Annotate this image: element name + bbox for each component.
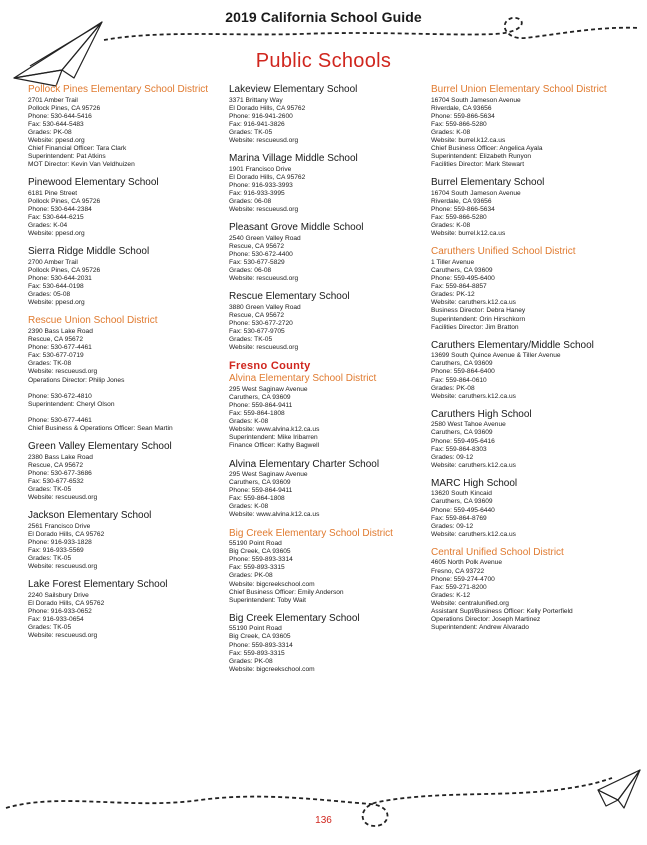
detail-line: Website: www.alvina.k12.ca.us <box>229 426 320 434</box>
detail-line: 1 Tiller Avenue <box>431 258 475 266</box>
detail-line: Website: ppesd.org <box>28 230 85 238</box>
detail-line: Superintendent: Andrew Alvarado <box>431 624 529 632</box>
detail-line: 2561 Francisco Drive <box>28 522 91 530</box>
detail-line: 13699 South Quince Avenue & Tiller Avenue <box>431 352 561 360</box>
district-name: Pollock Pines Elementary School District <box>28 84 209 95</box>
detail-line: El Dorado Hills, CA 95762 <box>229 173 306 181</box>
detail-line: Grades: TK-05 <box>229 128 273 136</box>
detail-line: Facilities Director: Jim Bratton <box>431 323 519 331</box>
detail-line: Fax: 559-866-5280 <box>431 214 487 222</box>
detail-line: Phone: 530-672-4400 <box>229 250 293 258</box>
detail-line: Fax: 530-644-0198 <box>28 283 84 291</box>
school-entry <box>431 478 631 539</box>
detail-line: Phone: 559-864-9411 <box>229 401 293 409</box>
detail-line: Grades: K-12 <box>431 591 471 599</box>
school-name: Big Creek Elementary School <box>229 612 360 624</box>
detail-line: Phone: 559-495-6416 <box>431 437 495 445</box>
district-entry <box>431 547 631 632</box>
detail-line: 2540 Green Valley Road <box>229 234 301 242</box>
detail-line: 295 West Saginaw Avenue <box>229 471 308 478</box>
school-entry <box>28 441 218 502</box>
detail-line: Fax: 530-677-0719 <box>28 352 84 360</box>
detail-line: Superintendent: Mike Iribarren <box>229 434 318 442</box>
detail-line: Grades: K-08 <box>431 222 471 230</box>
detail-line: Grades: K-08 <box>229 418 269 426</box>
school-entry <box>431 177 631 238</box>
school-entry <box>229 613 421 674</box>
school-entry <box>28 246 218 307</box>
detail-line: Superintendent: Cheryl Olson <box>28 400 115 408</box>
detail-line: Phone: 559-495-6400 <box>431 275 495 283</box>
detail-line: Fax: 559-864-1808 <box>229 410 285 418</box>
detail-line: 55190 Point Road <box>229 625 282 633</box>
school-entry <box>229 459 421 520</box>
detail-line: Fax: 559-866-5280 <box>431 120 487 128</box>
school-name: MARC High School <box>431 477 518 489</box>
detail-line: Business Director: Debra Haney <box>431 307 526 315</box>
detail-line: Big Creek, CA 93605 <box>229 548 291 556</box>
detail-line: Caruthers, CA 93609 <box>431 267 493 274</box>
detail-line: Website: burrel.k12.ca.us <box>431 136 506 144</box>
detail-line: Phone: 559-866-5634 <box>431 206 495 214</box>
detail-line: Caruthers, CA 93609 <box>431 360 493 368</box>
school-name: Alvina Elementary Charter School <box>229 458 380 470</box>
school-entry <box>28 579 218 640</box>
detail-line: 6181 Pine Street <box>28 189 78 197</box>
detail-line: Fax: 559-893-3315 <box>229 564 285 572</box>
column-1 <box>28 84 218 648</box>
detail-line: Fax: 530-677-5829 <box>229 258 285 266</box>
district-entry <box>229 373 421 450</box>
detail-line: Operations Director: Philip Jones <box>28 376 125 384</box>
detail-line: Superintendent: Elizabeth Runyon <box>431 153 532 161</box>
detail-line: Riverdale, CA 93656 <box>431 197 492 205</box>
detail-line: 4605 North Polk Avenue <box>431 559 502 567</box>
detail-line: Grades: PK-08 <box>28 128 72 136</box>
detail-line: Fax: 559-864-8857 <box>431 283 487 291</box>
detail-line: 13620 South Kincaid <box>431 490 492 498</box>
detail-line: Chief Business Officer: Angelica Ayala <box>431 145 543 153</box>
detail-line: Caruthers, CA 93609 <box>229 479 291 487</box>
detail-line: El Dorado Hills, CA 95762 <box>229 104 306 112</box>
detail-line: Pollock Pines, CA 95726 <box>28 267 101 274</box>
detail-line: 16704 South Jameson Avenue <box>431 189 521 197</box>
detail-line: Website: bigcreekschool.com <box>229 580 315 588</box>
detail-line: 1901 Francisco Drive <box>229 165 292 173</box>
school-entry <box>28 510 218 571</box>
school-name: Jackson Elementary School <box>28 510 152 522</box>
detail-line: Chief Business Officer: Emily Anderson <box>229 588 344 596</box>
detail-line: Rescue, CA 95672 <box>229 242 284 250</box>
detail-line: Phone: 559-495-6440 <box>431 506 495 514</box>
detail-line: Big Creek, CA 93605 <box>229 633 291 641</box>
school-name: Pleasant Grove Middle School <box>229 222 364 234</box>
detail-line: Phone: 916-933-0652 <box>28 607 92 615</box>
district-entry <box>28 84 218 169</box>
detail-line: 2701 Amber Trail <box>28 96 78 104</box>
detail-line: Grades: K-04 <box>28 222 68 230</box>
detail-line: Website: caruthers.k12.ca.us <box>431 392 516 400</box>
detail-line: Website: ppesd.org <box>28 299 85 307</box>
detail-line: Grades: TK-05 <box>28 624 72 631</box>
detail-line: Website: rescueusd.org <box>28 563 98 571</box>
detail-line: Caruthers, CA 93609 <box>431 429 493 437</box>
district-name: Big Creek Elementary School District <box>229 527 393 539</box>
detail-line: Website: rescueusd.org <box>28 368 98 376</box>
detail-line: Website: bigcreekschool.com <box>229 665 315 673</box>
school-name: Marina Village Middle School <box>229 153 358 165</box>
detail-line: 2700 Amber Trail <box>28 258 78 266</box>
detail-line: Chief Business & Operations Officer: Sean Martin <box>28 424 173 432</box>
detail-line: 55190 Point Road <box>229 540 282 548</box>
detail-line: Phone: 530-672-4810 <box>28 392 92 400</box>
detail-line: Fax: 916-933-3995 <box>229 189 285 197</box>
detail-line: Phone: 530-644-5416 <box>28 112 92 120</box>
detail-line: Grades: TK-05 <box>229 336 273 344</box>
page-number: 136 <box>315 815 332 826</box>
detail-line: Phone: 530-644-2031 <box>28 275 92 283</box>
detail-line: Grades: 09-12 <box>431 453 474 461</box>
detail-line: El Dorado Hills, CA 95762 <box>28 599 105 607</box>
detail-line: Phone: 559-893-3314 <box>229 641 293 649</box>
school-entry <box>229 153 421 214</box>
school-entry <box>431 340 631 401</box>
district-entry <box>229 528 421 605</box>
detail-line: 16704 South Jameson Avenue <box>431 96 521 104</box>
school-entry <box>229 291 421 352</box>
school-name: Rescue Elementary School <box>229 291 350 303</box>
school-entry <box>229 222 421 283</box>
detail-line: Website: rescueusd.org <box>229 206 299 214</box>
detail-line: Website: rescueusd.org <box>229 136 299 144</box>
school-name: Sierra Ridge Middle School <box>28 246 150 258</box>
detail-line: Phone: 916-933-1828 <box>28 538 92 546</box>
detail-line: Rescue, CA 95672 <box>28 461 83 469</box>
detail-line: Rescue, CA 95672 <box>229 311 284 319</box>
detail-line: Website: rescueusd.org <box>229 275 299 283</box>
school-name: Green Valley Elementary School <box>28 441 172 452</box>
detail-line: Finance Officer: Kathy Bagwell <box>229 442 320 450</box>
detail-line: Grades: PK-08 <box>229 657 273 665</box>
detail-line: 3371 Brittany Way <box>229 96 283 104</box>
detail-line: Phone: 559-274-4700 <box>431 575 495 583</box>
detail-line: Website: caruthers.k12.ca.us <box>431 530 516 538</box>
district-name: Rescue Union School District <box>28 315 158 327</box>
school-name: Lake Forest Elementary School <box>28 579 168 591</box>
district-entry <box>28 315 218 433</box>
section-title: Public Schools <box>255 50 392 72</box>
detail-line: Website: caruthers.k12.ca.us <box>431 461 516 469</box>
district-name: Alvina Elementary School District <box>229 373 377 385</box>
detail-line: Fax: 530-644-6215 <box>28 214 84 222</box>
detail-line: Assistant Supt/Business Officer: Kelly Porterfield <box>431 608 573 615</box>
paper-airplane-icon <box>598 770 640 808</box>
detail-line: Superintendent: Orin Hirschkorn <box>431 315 526 323</box>
detail-line: Superintendent: Pat Atkins <box>28 153 106 161</box>
detail-line: Operations Director: Joseph Martinez <box>431 616 541 624</box>
detail-line: Grades: 05-08 <box>28 291 71 299</box>
district-entry <box>431 246 631 331</box>
detail-line: Facilities Director: Mark Stewart <box>431 161 525 169</box>
detail-line: Riverdale, CA 93656 <box>431 104 492 112</box>
detail-line: Fax: 559-271-8200 <box>431 583 487 591</box>
detail-line: Rescue, CA 95672 <box>28 336 83 344</box>
detail-line: Grades: K-08 <box>229 503 269 511</box>
school-name: Pinewood Elementary School <box>28 177 159 189</box>
detail-line: Grades: TK-05 <box>28 554 72 562</box>
detail-line: Fax: 530-677-9705 <box>229 327 285 335</box>
district-name: Burrel Union Elementary School District <box>431 84 607 95</box>
guide-title: 2019 California School Guide <box>225 9 422 25</box>
detail-line: Website: rescueusd.org <box>28 632 98 640</box>
detail-line: Website: ppesd.org <box>28 136 85 144</box>
county-heading: Fresno County <box>229 360 311 373</box>
detail-line: Phone: 530-677-4461 <box>28 416 92 424</box>
detail-line: Website: www.alvina.k12.ca.us <box>229 511 320 519</box>
detail-line: Phone: 530-677-4461 <box>28 344 92 352</box>
detail-line: Fax: 559-864-1808 <box>229 495 285 503</box>
detail-line: Caruthers, CA 93609 <box>229 393 291 401</box>
detail-line: Fax: 916-933-0654 <box>28 615 84 623</box>
detail-line: 3880 Green Valley Road <box>229 303 301 311</box>
detail-line: Website: rescueusd.org <box>28 493 98 501</box>
detail-line: Grades: TK-08 <box>28 360 72 368</box>
detail-line: Fax: 559-864-8303 <box>431 445 487 453</box>
detail-line: Superintendent: Toby Wait <box>229 596 306 604</box>
detail-line: 2580 West Tahoe Avenue <box>431 421 506 429</box>
detail-line: Grades: K-08 <box>431 128 471 136</box>
detail-line: El Dorado Hills, CA 95762 <box>28 530 105 538</box>
column-3 <box>431 84 631 640</box>
detail-line: Caruthers, CA 93609 <box>431 498 493 506</box>
district-name: Central Unified School District <box>431 546 564 558</box>
detail-line: Fax: 530-644-5483 <box>28 120 84 128</box>
detail-line: Phone: 559-864-6400 <box>431 368 495 376</box>
detail-line: Grades: 06-08 <box>229 197 272 205</box>
district-name: Caruthers Unified School District <box>431 246 576 258</box>
detail-line: Phone: 530-677-2720 <box>229 319 293 327</box>
detail-line: Website: caruthers.k12.ca.us <box>431 299 516 307</box>
detail-line: Phone: 916-933-3993 <box>229 181 293 189</box>
detail-line: Fax: 530-677-6532 <box>28 477 84 485</box>
detail-line: Phone: 559-893-3314 <box>229 556 293 564</box>
detail-line: 2380 Bass Lake Road <box>28 453 93 461</box>
detail-line: Fax: 559-893-3315 <box>229 649 285 657</box>
school-entry <box>28 177 218 238</box>
detail-line: Grades: 09-12 <box>431 522 474 530</box>
detail-line: 2390 Bass Lake Road <box>28 327 93 335</box>
column-2 <box>229 84 421 682</box>
detail-line: Website: rescueusd.org <box>229 344 299 352</box>
school-name: Caruthers High School <box>431 408 532 420</box>
school-name: Lakeview Elementary School <box>229 84 358 95</box>
school-entry <box>431 409 631 470</box>
district-entry <box>431 84 631 169</box>
detail-line: Grades: PK-08 <box>431 384 475 392</box>
detail-line: Website: centralunified.org <box>431 599 509 607</box>
detail-line: Phone: 559-866-5634 <box>431 112 495 120</box>
detail-line: Phone: 530-677-3686 <box>28 469 92 477</box>
detail-line: Chief Financial Officer: Tara Clark <box>28 145 127 153</box>
detail-line: MOT Director: Kevin Van Veldhuizen <box>28 161 135 169</box>
detail-line: Grades: PK-12 <box>431 291 475 299</box>
detail-line: Fax: 559-864-8769 <box>431 514 487 522</box>
detail-line: Pollock Pines, CA 95726 <box>28 104 101 112</box>
detail-line: Grades: PK-08 <box>229 572 273 580</box>
detail-line: Pollock Pines, CA 95726 <box>28 197 101 205</box>
detail-line: Phone: 559-864-9411 <box>229 487 293 495</box>
detail-line: Phone: 916-941-2600 <box>229 112 293 120</box>
detail-line: Fax: 559-864-0610 <box>431 376 487 384</box>
detail-line: Website: burrel.k12.ca.us <box>431 230 506 238</box>
detail-line: Fax: 916-941-3826 <box>229 120 285 128</box>
school-name: Burrel Elementary School <box>431 177 545 189</box>
detail-line: Grades: 06-08 <box>229 267 272 274</box>
detail-line: 295 West Saginaw Avenue <box>229 385 308 393</box>
detail-line: 2240 Sailsbury Drive <box>28 591 89 599</box>
detail-line: Fax: 916-933-5569 <box>28 546 84 554</box>
detail-line: Phone: 530-644-2384 <box>28 206 92 214</box>
school-name: Caruthers Elementary/Middle School <box>431 339 594 351</box>
school-entry <box>229 84 421 145</box>
detail-line: Fresno, CA 93722 <box>431 567 485 575</box>
detail-line: Grades: TK-05 <box>28 485 72 493</box>
